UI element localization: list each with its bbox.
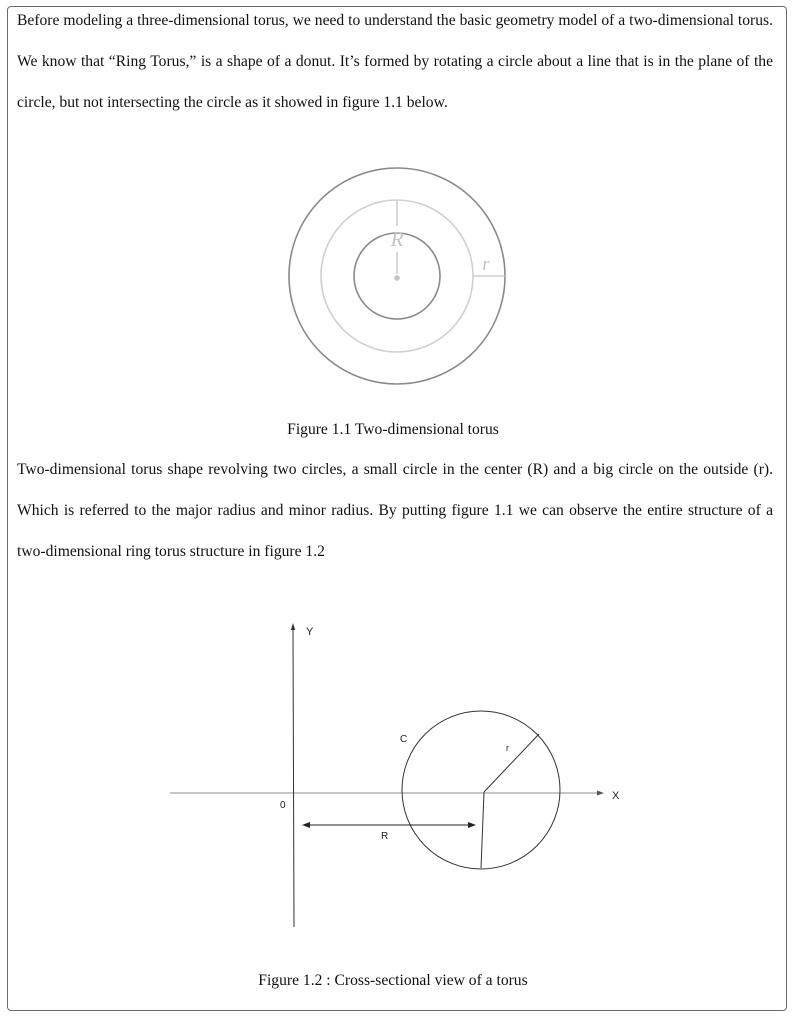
y-axis-arrowhead xyxy=(291,623,295,630)
minor-radius-line xyxy=(484,734,539,792)
y-axis-label: Y xyxy=(306,626,314,638)
intro-paragraph: Before modeling a three-dimensional torus, we need to understand the basic geometry model of a two-dimensional torus. We know that “Ring Torus,” is a shape of a donut. It’s formed by rotating a circle about a line that is in the plane of the circle, but not intersecting the circle as it showed in figure 1.1 below. xyxy=(17,12,773,111)
figure-1-1 xyxy=(289,168,505,384)
major-radius-arrowhead-right xyxy=(468,822,476,828)
x-axis-arrowhead xyxy=(597,791,604,796)
minor-radius-label: r xyxy=(482,254,490,275)
major-radius-label: R xyxy=(390,227,404,251)
figure-1-2 xyxy=(170,623,620,927)
origin-label: 0 xyxy=(280,800,286,811)
y-axis xyxy=(293,630,294,927)
cross-section-circle xyxy=(402,711,560,869)
center-point xyxy=(394,275,400,281)
explanation-paragraph: Two-dimensional torus shape revolving two circles, a small circle in the center (R) and a big circle on the outside (r). Which is referred to the major radius and minor radius. By putting figure 1.1 we can observe the entire structure of a two-dimensional ring torus structure in figure 1.2 xyxy=(17,461,773,560)
major-radius-label: R xyxy=(381,831,389,842)
minor-radius-label: r xyxy=(506,743,509,753)
vertical-radius-line xyxy=(481,792,484,868)
x-axis-label: X xyxy=(612,790,620,802)
circle-label: C xyxy=(400,734,408,745)
figure-1-2-caption: Figure 1.2 : Cross-sectional view of a torus xyxy=(258,972,528,989)
figure-1-1-caption: Figure 1.1 Two-dimensional torus xyxy=(287,421,499,438)
major-radius-arrowhead-left xyxy=(302,822,310,828)
